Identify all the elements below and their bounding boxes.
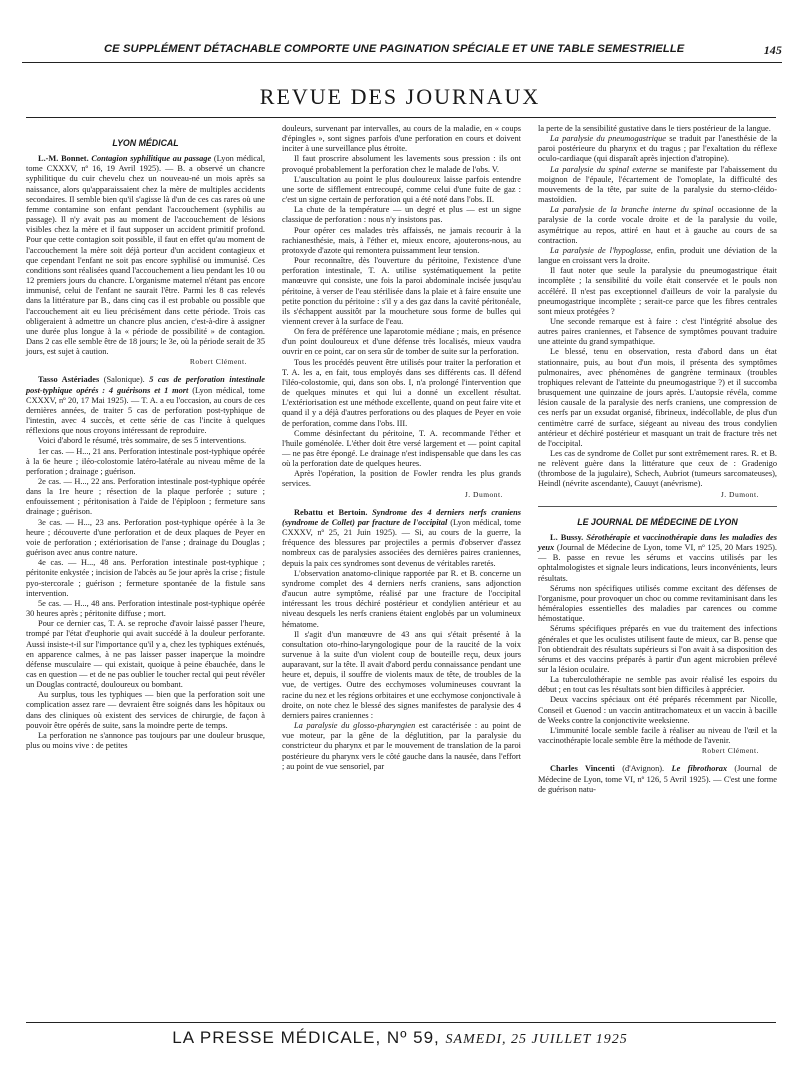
paragraph: On fera de préférence une laparotomie médiane ; mais, en présence d'un point douloureux et d'une défense très localisés, mieux vaudra ouvrir en ce point, car on sera sûr de tomber de suite sur la perforation. [282, 327, 521, 357]
article-title: 5 cas de perforation intestinale post-typhique opérés : 4 guérisons et 1 mort [26, 375, 266, 395]
paragraph: L'observation anatomo-clinique rapportée par R. et B. concerne un syndrome complet des 4 derniers nerfs craniens, sans adjonction d'aucun autre symptôme, réalisé par une fracture de l'occipital intéressant les trous déchiré postérieur et condylien antérieur et au niveau desquels les nerfs craniens étaient englobés par un volumineux hématome. [282, 568, 521, 629]
section-divider [538, 506, 777, 507]
article-text: (Journal de Médecine de Lyon, tome VI, nº 126, 5 Avril 1925). — C'est une forme de guérison natu- [538, 764, 777, 794]
running-header [22, 40, 782, 63]
article-rebattu-bertoin [282, 508, 521, 569]
paragraph: Comme désinfectant du péritoine, T. A. recommande l'éther et l'huile goménolée. L'éther doit être versé largement et — point capital — ne pas être épongé. Le drainage n'est indispensable que dans les cas où la perforation date de quelques heures. [282, 428, 521, 469]
paragraph: L'immunité locale semble facile à réaliser au niveau de l'œil et la vaccinothérapie locale semble être la méthode de l'avenir. [538, 725, 777, 746]
article-author: Tasso Astériades [38, 375, 100, 385]
supplement-note: CE SUPPLÉMENT DÉTACHABLE COMPORTE UNE PAGINATION SPÉCIALE ET UNE TABLE SEMESTRIELLE [104, 43, 685, 55]
paragraph: Pour reconnaître, dès l'ouverture du péritoine, l'existence d'une perforation intestinale, T. A. utilise systématiquement la petite manœuvre qui consiste, une fois la paroi abdominale incisée jusqu'au péritoine, à verser de l'eau stérilisée dans la plaie et à faire ensuite une petite ponction du péritoine : s'il y a des gaz dans la cavité péritonéale, ils s'échappent aussitôt par la moucheture sous forme de bulles qui viennent crever à la surface de l'eau. [282, 256, 521, 326]
article-author: L. Bussy. [550, 532, 584, 542]
column-1 [26, 124, 265, 751]
paragraph: Il faut proscrire absolument les lavements sous pression : ils ont provoqué probablement la perforation chez le malade de l'obs. V. [282, 154, 521, 174]
article-title: Sérothérapie et vaccinothérapie dans les maladies des yeux [538, 532, 777, 553]
paragraph: Sérums spécifiques préparés en vue du traitement des infections générales et que les oculistes utilisent faute de mieux, car B. pense que l'on obtiendrait des résultats supérieurs si l'on avait à sa disposition des sérums et des vaccins préparés à partir d'un agent microbien prélevé sur la lésion oculaire. [538, 624, 777, 674]
paragraph: Au surplus, tous les typhiques — bien que la perforation soit une complication assez rare — devraient être soignés dans les hôpitaux ou dans des cliniques où existent des services de chirurgie, de façon à pouvoir être opérés de suite, sans la moindre perte de temps. [26, 690, 265, 730]
page-footer [0, 1028, 800, 1048]
paragraph: Il s'agit d'un manœuvre de 43 ans qui s'était présenté à la consultation oto-rhino-laryngologique pour de la raucité de la voix survenue à la suite d'un violent coup de bouteille reçu, deux jours auparavant, sur la tête. Il avait d'abord perdu connaissance pendant une heure et, depuis, il souffre de violents maux de tête, de troubles de la vue, de vertiges. Outre des ecchymoses volumineuses couvrant la racine du nez et les régions orbitaires et une ecchymose conjonctivale à droite, on note chez le blessé des signes manifestes de paralysie des 4 derniers paires craniennes : [282, 629, 521, 720]
paragraph-text: se manifeste par l'abaissement du moignon de l'épaule, l'écartement de l'omoplate, la difficulté des mouvements de la tête, par suite de la paralysie du sterno-cléido-mastoïdien. [538, 164, 777, 205]
paragraph-lead: La paralysie du spinal externe [550, 164, 657, 174]
signature: J. Dumont. [720, 489, 759, 499]
article-text: (Lyon médical, tome CXXXV, nº 25, 21 Juin 1925). — Si, au cours de la guerre, la fréquence des blessures par projectiles a permis d'observer d'assez nombreux cas de paralysies associées des dernières paires craniennes, depuis la paix ces syndromes sont devenus de véritables raretés. [282, 517, 521, 568]
signature: J. Dumont. [464, 489, 503, 499]
column-2 [282, 124, 521, 772]
article-bussy [538, 533, 777, 584]
paragraph: La chute de la température — un degré et plus — est un signe classique de perforation : nous n'y insistons pas. [282, 205, 521, 225]
paragraph: Pour ce dernier cas, T. A. se reproche d'avoir laissé passer l'heure, trompé par l'état d'euphorie qui avait succédé à la douleur perforante. Aussi insiste-t-il sur l'importance qu'il y a, chez les typhiques exténués, en apparence calmes, à ne pas laisser passer inaperçue la moindre défense musculaire — qui existait, quoique à peine ébauchée, dans le cas en question — et de ne pas oublier le toucher rectal qui peut révéler un Douglas contracté, douloureux ou bombant. [26, 619, 265, 690]
paragraph: Une seconde remarque est à faire : c'est l'intégrité absolue des autres paires craniennes, et l'absence de symptômes pouvant traduire une atteinte du grand sympathique. [538, 316, 777, 347]
article-text: (Journal de Médecine de Lyon, tome VI, nº 125, 20 Mars 1925). — B. passe en revue les sérums et vaccins utilisés par les ophtalmologistes et signale leurs indications, leurs inconvénients, leurs résultats. [538, 543, 778, 583]
article-place: (d'Avignon). [622, 764, 665, 774]
section-heading-journal-medecine-lyon: LE JOURNAL DE MÉDECINE DE LYON [577, 516, 738, 527]
article-author: Rebattu et Bertoin. [294, 507, 368, 517]
paragraph: Tous les procédés peuvent être utilisés pour traiter la perforation et T. A. les a, en fait, tous employés dans ses différents cas. Il défend l'iléo-colostomie, qui, dans son obs. I, n'a prolongé l'intervention que de quelques minutes et qui lui a donné un excellent résultat. L'extériorisation est une méthode excellente, quand on peut faire vite et quand il y a déjà d'autres perforations ou des plaques de Peyer en voie de perforation, comme dans l'obs. III. [282, 357, 521, 428]
article-bonnet [26, 154, 265, 357]
paragraph [538, 134, 777, 164]
paragraph-lead: La paralysie de l'hypoglosse, [550, 245, 653, 255]
paragraph: Voici d'abord le résumé, très sommaire, de ses 5 interventions. [38, 436, 247, 446]
paragraph: Après l'opération, la position de Fowler rendra les plus grands services. [282, 469, 521, 489]
paragraph: Deux vaccins spéciaux ont été préparés récemment par Nicolle, Conseil et Guenod : un vaccin antitrachomateux et un vaccin à bacille de Weeks contre la conjonctivite weeksienne. [538, 695, 777, 725]
paragraph: Le blessé, tenu en observation, resta d'abord dans un état stationnaire, puis, au bout d'un mois, il présenta des symptômes pulmonaires, avec phénomènes de gangrène terminaux (troubles trophiques relevant de l'atteinte du pneumogastrique ?) et il succomba brusquement une quinzaine de jours après. L'autopsie révéla, comme lésion causale de la paralysie des nerfs craniens, une compression de ces nerfs par un exsudat organisé, fibrineux, indécollable, de plus d'un centimètre carré de surface, siégeant au niveau des trous condylien antérieur et déchiré postérieur et masquant un trait de fracture très net de l'occipital. [538, 347, 777, 448]
paragraph-lead: La paralysie du pneumogastrique [550, 134, 666, 144]
paragraph: 2e cas. — H..., 22 ans. Perforation intestinale post-typhique opérée dans la 1re heure ; résection de la plaque perforée ; suture ; enfouissement ; péritonisation à l'aide de l'épiploon ; fermeture sans drainage ; guérison. [26, 477, 265, 517]
signature: Robert Clément. [189, 357, 247, 367]
paragraph [538, 205, 777, 246]
paragraph [538, 246, 777, 266]
article-vincenti [538, 764, 777, 794]
paragraph: Il faut noter que seule la paralysie du pneumogastrique était incomplète ; la sensibilité du voile était conservée et le pouls non accéléré. Il n'est pas exceptionnel d'ailleurs de voir la paralysie du pneumogastrique incomplète ; serait-ce parce que les fibres centrales sont mieux protégées ? [538, 266, 777, 316]
section-heading-lyon-medical: LYON MÉDICAL [112, 138, 179, 148]
paragraph-lead: La paralysie du glosso-pharyngien [294, 721, 416, 731]
paragraph-text: occasionne de la paralysie de la corde vocale droite et de la paralysie du voile, asymétrique au repos, attiré en haut et à gauche au cours de sa contraction. [538, 205, 778, 245]
paragraph: 4e cas. — H..., 48 ans. Perforation intestinale post-typhique ; péritonite enkystée ; incision de l'abcès au 5e jour après la crise ; fistule pyo-stercorale ; guérison ; fermeture spontanée de la fistule sans intervention. [26, 558, 265, 598]
article-asteriades [26, 375, 265, 436]
footer-date: SAMEDI, 25 JUILLET 1925 [445, 1032, 628, 1047]
paragraph: 1er cas. — H..., 21 ans. Perforation intestinale post-typhique opérée à la 6e heure ; iléo-colostomie latéro-latérale au niveau même de la perforation ; drainage ; guérison. [26, 446, 265, 476]
paragraph: L'auscultation au point le plus douloureux laisse parfois entendre une sorte de sifflement entrecoupé, comme celui d'une fuite de gaz : c'est un signe certain de perforation qui a été noté dans l'obs. II. [282, 174, 521, 205]
article-author: L.-M. Bonnet. [38, 154, 89, 164]
paragraph [282, 721, 521, 772]
paragraph-text: enfin, produit une déviation de la langue en croissant vers la droite. [538, 245, 777, 266]
paragraph: douleurs, survenant par intervalles, au cours de la maladie, en « coups d'épingles », sont signes parfois d'une perforation en cours et doivent inciter à une surveillance plus étroite. [282, 124, 521, 154]
paragraph: la perte de la sensibilité gustative dans le tiers postérieur de la langue. [538, 124, 771, 133]
title-rule [26, 117, 776, 118]
paragraph: 5e cas. — H..., 48 ans. Perforation intestinale post-typhique opérée 30 heures après ; péritonite diffuse ; mort. [26, 598, 265, 619]
footer-rule [26, 1022, 776, 1023]
article-title: Contagion syphilitique au passage [91, 154, 212, 164]
page-title: REVUE DES JOURNAUX [259, 84, 541, 109]
page-number: 145 [763, 43, 782, 57]
paragraph: La tuberculothérapie ne semble pas avoir réalisé les espoirs du début ; en tout cas les résultats sont bien difficiles à apprécier. [538, 675, 777, 695]
paragraph: Pour opérer ces malades très affaissés, ne jamais recourir à la rachianesthésie, mais, à l'éther et, mieux encore, ajouterons-nous, au protoxyde d'azote qui remontera puissamment leur tension. [282, 225, 521, 255]
paragraph-text: se traduit par l'anesthésie de la paroi postérieure du pharynx et du tragus ; par l'exaltation du réflexe oculo-cardiaque (qui disparaît après injection d'atropine). [538, 134, 777, 164]
article-title: Syndrome des 4 derniers nerfs craniens (syndrome de Collet) par fracture de l'occipital [282, 507, 522, 527]
paragraph [538, 165, 777, 206]
article-text: (Lyon médical, tome CXXXV, nº 16, 19 Avril 1925). — B. a observé un chancre syphilitique du cuir chevelu chez un nouveau-né un mois après sa naissance, alors qu'apparaissaient chez la mère de multiples accidents secondaires. Il semble bien qu'il s'agisse là d'un de ces cas rares où une femme contamine son enfant pendant l'accouchement (syphilis au passage). Il n'y avait pas au moment de l'accouchement de lésions visibles chez la mère et il faut supposer un accident primitif profond. Pour que cette contagion soit possible, il faut en effet qu'au moment de l'accouchement la mère soit déjà porteur d'un accident contagieux et que cependant l'enfant ne soit pas encore syphilisé ou immunisé. Ces conditions sont réalisées quand l'accouchement a lieu pendant les 10 ou 12 premiers jours du chancre. L'organisme maternel n'étant pas encore immunisé, celui de l'enfant ne saurait l'être. Parmi les 8 cas relevés dans la littérature par B., dans cinq cas il est probable ou possible que l'accouchement ait eu lieu précisément dans cette période. Trois cas obligeraient à admettre un chancre plus ancien, c'est-à-dire à assigner une durée plus longue à la « période de possibilité » de contagion. Dans 2 cas elle semble être de 18 jours; le 3e, où la période serait de 35 jours, est sujet à caution. [26, 154, 266, 357]
paragraph: Sérums non spécifiques utilisés comme excitant des défenses de l'organisme, pour provoquer un choc ou comme revitaminisant dans les héméralopies essentielles des maladies par carences ou comme hémostatique. [538, 583, 777, 624]
paragraph: Les cas de syndrome de Collet pur sont extrêmement rares. R. et B. ne relèvent guère dans la littérature que ceux de : Gradenigo (thrombose de la jugulaire), Schech, Aubriot (tumeurs sarcomateuses), Heindl (névrite ascendante), Cauuyt (anévrisme). [538, 449, 777, 489]
article-title: Le fibrothorax [671, 764, 728, 774]
paragraph: La perforation ne s'annonce pas toujours par une douleur brusque, plus ou moins vive : de petites [26, 730, 265, 751]
paragraph: 3e cas. — H..., 23 ans. Perforation post-typhique opérée à la 3e heure ; découverte d'une perforation et de deux plaques de Peyer en voie de perforation ; extériorisation de l'anse ; drainage du Douglas ; guérison avec anus contre nature. [26, 517, 265, 558]
footer-journal: LA PRESSE MÉDICALE, Nº 59, [172, 1028, 440, 1047]
article-author: Charles Vincenti [550, 764, 615, 774]
signature: Robert Clément. [701, 746, 759, 756]
paragraph-lead: La paralysie de la branche interne du spinal [550, 205, 714, 215]
paragraph-text: est caractérisée : au point de vue moteur, par la gêne de la déglutition, par la paralysie du constricteur du pharynx et par le mouvement de translation de la paroi postérieure du pharynx vers le côté gauche dans la nausée, dans l'effort ; au point de vue sensoriel, par [282, 721, 521, 771]
article-place: (Salonique). [103, 375, 145, 385]
article-text: (Lyon médical, tome CXXXV, nº 20, 17 Mai 1925). — T. A. a eu l'occasion, au cours de ces dernières années, de traiter 5 cas de perforation post-typhique de l'intestin, avec 4 succès, et cette série de cas l'incite à quelques réflexions que nous croyons intéressant de reproduire. [26, 385, 265, 436]
column-3 [538, 124, 777, 795]
